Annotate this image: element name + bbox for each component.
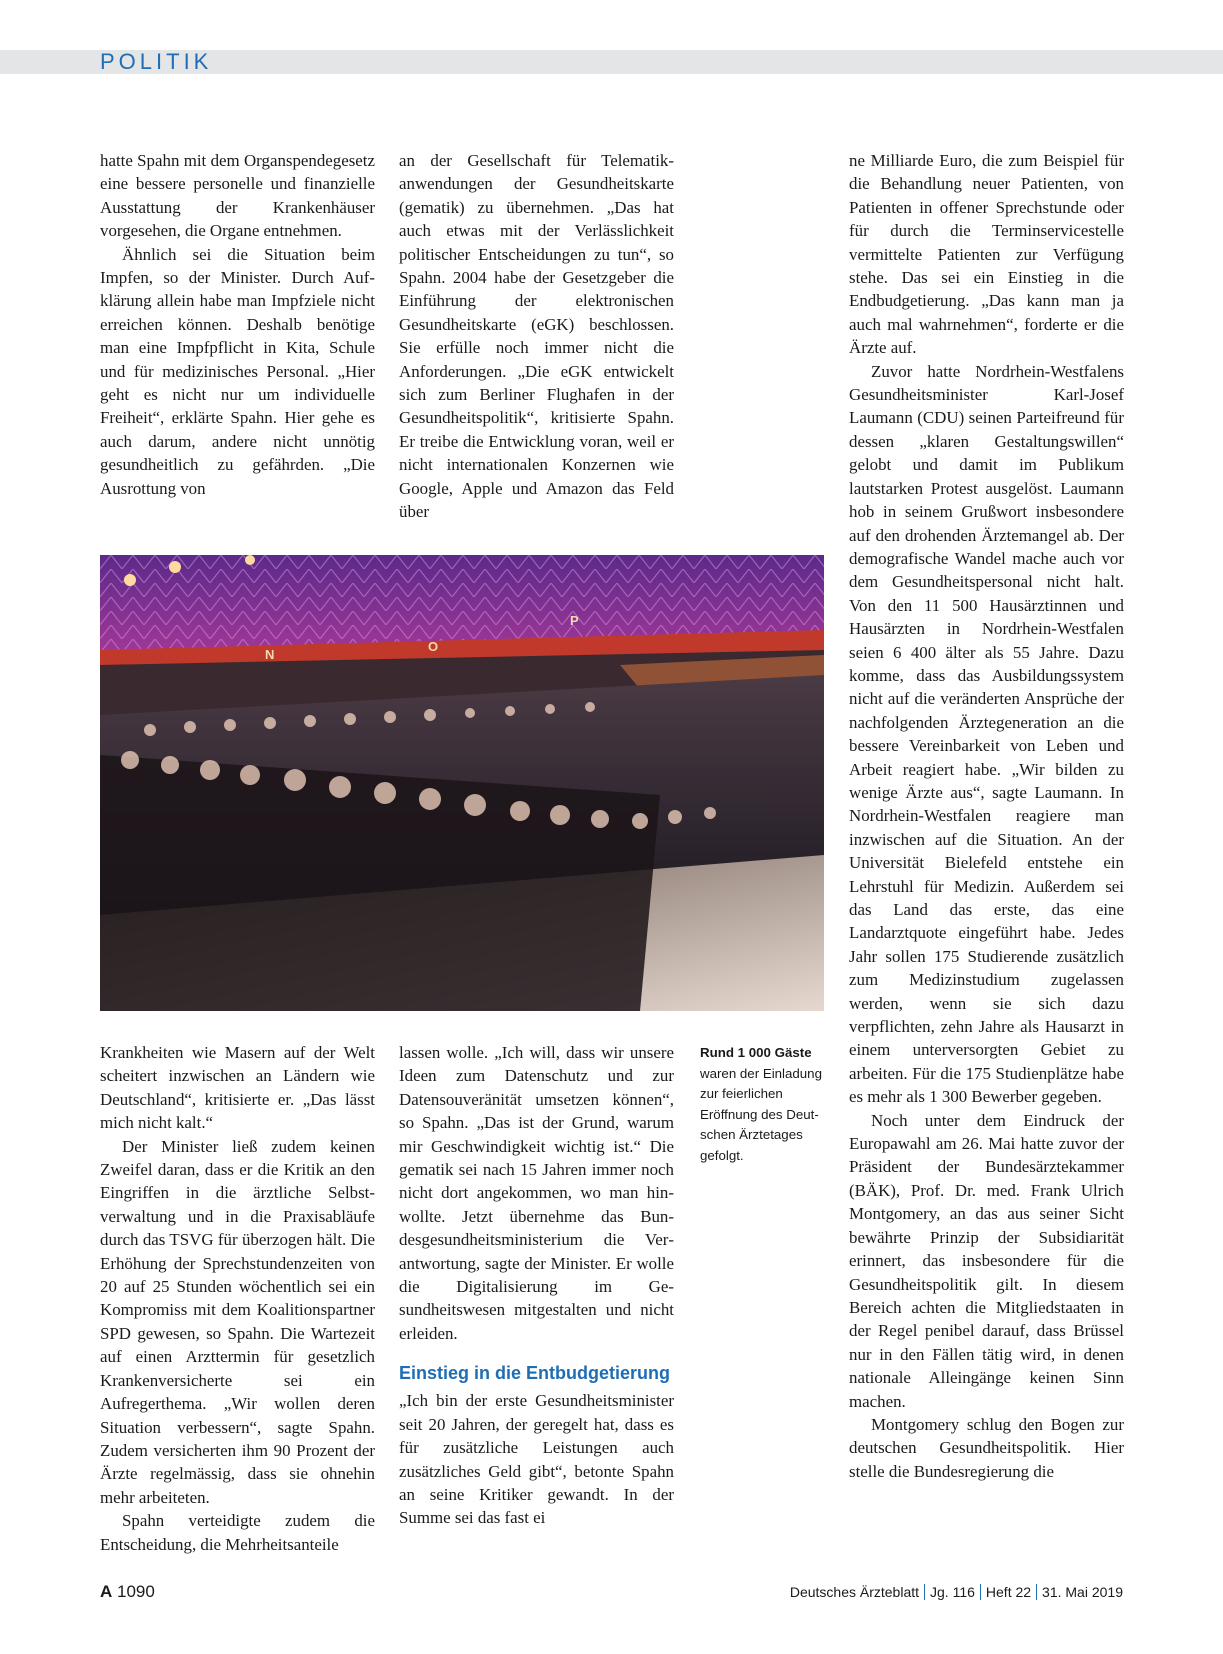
- paragraph: an der Gesellschaft für Telematikanwendungen der Gesundheitskarte (gematik) zu übernehmen. „Das hat auch etwas mit der Verlässlichkeit politischer Entscheidungen zu tun“, so Spahn. 2004 habe der Gesetzgeber die Einführung der elektronischen Gesundheitskarte (eGK) beschlossen. Sie erfülle noch immer nicht die Anforderungen. „Die eGK entwickelt sich zum Berliner Flughafen in der Gesundheitspolitik“, kritisierte Spahn. Er treibe die Entwicklung voran, weil er nicht internationalen Konzernen wie Google, Apple und Amazon das Feld über: [399, 151, 674, 522]
- journal-name: Deutsches Ärzteblatt: [789, 1584, 920, 1600]
- audience-photo: [100, 555, 824, 1011]
- audience-photo-graphic: [100, 555, 824, 1011]
- column-1-bottom: [100, 1041, 375, 1556]
- signage-letter: N: [265, 647, 275, 662]
- caption-text: waren der Einladung zur feierlichen Eröffnung des Deutschen Ärztetages gefolgt.: [700, 1065, 822, 1163]
- paragraph: Ähnlich sei die Situation beim Impfen, so der Minister. Durch Aufklärung allein habe man Impfziele nicht erreichen können. Deshalb benötige man eine Impfpflicht in Kita, Schule und für medizinisches Personal. „Hier geht es nicht nur um individuelle Freiheit“, erklärte Spahn. Hier gehe es auch darum, andere nicht unnötig gesundheitlich zu gefährden. „Die Ausrottung von: [100, 244, 375, 498]
- section-label: POLITIK: [100, 49, 213, 74]
- journal-issue: Heft 22: [985, 1584, 1032, 1600]
- column-2-bottom: [399, 1041, 674, 1530]
- journal-volume: Jg. 116: [930, 1584, 975, 1600]
- photo-caption: [700, 1043, 828, 1166]
- divider: [1036, 1584, 1037, 1600]
- paragraph: Montgomery schlug den Bogen zur deutschen Gesundheitspolitik. Hier stelle die Bundesregierung die: [849, 1414, 1124, 1481]
- paragraph: hatte Spahn mit dem Organspendegesetz eine bessere personelle und finanzielle Ausstattung der Krankenhäuser vorgesehen, die Organe entnehmen.: [100, 151, 375, 241]
- paragraph: lassen wolle. „Ich will, dass wir unsere Ideen zum Datenschutz und zur Datensouveränität umsetzen können“, so Spahn. „Das ist der Grund, warum mir Geschwindigkeit wichtig ist.“ Die gematik sei nach 15 Jahren immer noch nicht dort angekommen, wo man hinwollte. Jetzt übernehme das Bundesgesundheitsministerium die Verantwortung, sagte der Minister. Er wolle die Digitalisierung im Gesundheitswesen mitgestalten und nicht erleiden.: [399, 1043, 674, 1343]
- paragraph: „Ich bin der erste Gesundheitsminister seit 20 Jahren, der geregelt hat, dass es für zusätzliche Leistungen auch zusätzliches Geld gibt“, betonte Spahn an seine Kritiker gewandt. In der Summe sei das fast ei: [399, 1391, 674, 1528]
- journal-info: [790, 1584, 1123, 1600]
- paragraph: Krankheiten wie Masern auf der Welt scheitert inzwischen an Ländern wie Deutschland“, kritisierte er. „Das lässt mich nicht kalt.“: [100, 1043, 375, 1133]
- divider: [980, 1584, 981, 1600]
- paragraph: Noch unter dem Eindruck der Europawahl am 26. Mai hatte zuvor der Präsident der Bundesärztekammer (BÄK), Prof. Dr. med. Frank Ulrich Montgomery, an das aus seiner Sicht bewährte Prinzip der Subsidiarität erinnert, das insbesondere für die Gesundheitspolitik gilt. In diesem Bereich achten die Mitgliedstaaten in der Regel penibel darauf, dass Brüssel nur in den Fällen tätig wird, in denen nationale Alleingänge keinen Sinn machen.: [849, 1110, 1124, 1411]
- divider: [924, 1584, 925, 1600]
- page-prefix: A: [100, 1582, 113, 1601]
- caption-lead: Rund 1 000 Gäste: [700, 1045, 812, 1060]
- subheading: Einstieg in die Entbudgetierung: [399, 1363, 671, 1384]
- column-2-top: [399, 149, 674, 524]
- paragraph: Der Minister ließ zudem keinen Zweifel daran, dass er die Kritik an den Eingriffen in die ärztliche Selbstverwaltung und in die Praxisabläufe durch das TSVG für überzogen hält. Die Erhöhung der Sprechstundenzeiten von 20 auf 25 Stunden wöchentlich sei ein Kompromiss mit dem Koalitionspartner SPD gewesen, so Spahn. Die Wartezeit auf einen Arzttermin für gesetzlich Krankenversicherte sei ein Aufregerthema. „Wir wollen deren Situation verbessern“, sagte Spahn. Zudem versicherten ihm 90 Prozent der Ärzte regelmässig, dass sie ohnehin mehr arbeiteten.: [100, 1136, 375, 1507]
- column-4: [849, 149, 1124, 1483]
- journal-date: 31. Mai 2019: [1042, 1584, 1123, 1600]
- paragraph: Spahn verteidigte zudem die Entscheidung, die Mehrheitsanteile: [100, 1511, 375, 1554]
- page-number-value: 1090: [117, 1582, 155, 1601]
- page-number: [100, 1582, 155, 1602]
- column-1-top: [100, 149, 375, 500]
- signage-letter: O: [428, 639, 439, 654]
- paragraph: Zuvor hatte Nordrhein-Westfalens Gesundheitsminister Karl-Josef Laumann (CDU) seinen Parteifreund für dessen „klaren Gestaltungswillen“ gelobt und damit im Publikum lautstarken Protest ausgelöst. Laumann hob in seinem Grußwort insbesondere auf den drohenden Ärztemangel ab. Der demografische Wandel mache auch vor dem Gesundheitspersonal nicht halt. Von den 11 500 Hausärztinnen und Hausärzten in Nordrhein-Westfalen seien 6 400 älter als 55 Jahre. Dazu komme, dass das Ausbildungssystem nicht auf die veränderten Ansprüche der nachfolgenden Ärztegeneration an die bessere Vereinbarkeit von Leben und Arbeit reagiert habe. „Wir bilden zu wenige Ärzte aus“, sagte Laumann. In Nordrhein-Westfalen reagiere man inzwischen auf die Situation. An der Universität Bielefeld entstehe ein Lehrstuhl für Medizin. Außerdem sei das Land das erste, das eine Landarztquote eingeführt habe. Jedes Jahr sollen 175 Studierende zusätzlich zum Medizinstudium zugelassen werden, wenn sie sich dazu verpflichten, zehn Jahre als Hausarzt in einem unterversorgten Gebiet zu arbeiten. Für die 175 Studienplätze habe es mehr als 1 300 Bewerber gegeben.: [849, 361, 1124, 1107]
- paragraph: ne Milliarde Euro, die zum Beispiel für die Behandlung neuer Patienten, von Patienten in offener Sprechstunde oder für durch die Terminservicestelle vermittelte Patienten zur Verfügung stehe. Das sei ein Einstieg in die Endbudgetierung. „Das kann man ja auch mal wahrnehmen“, forderte er die Ärzte auf.: [849, 151, 1124, 358]
- signage-letter: P: [570, 613, 579, 628]
